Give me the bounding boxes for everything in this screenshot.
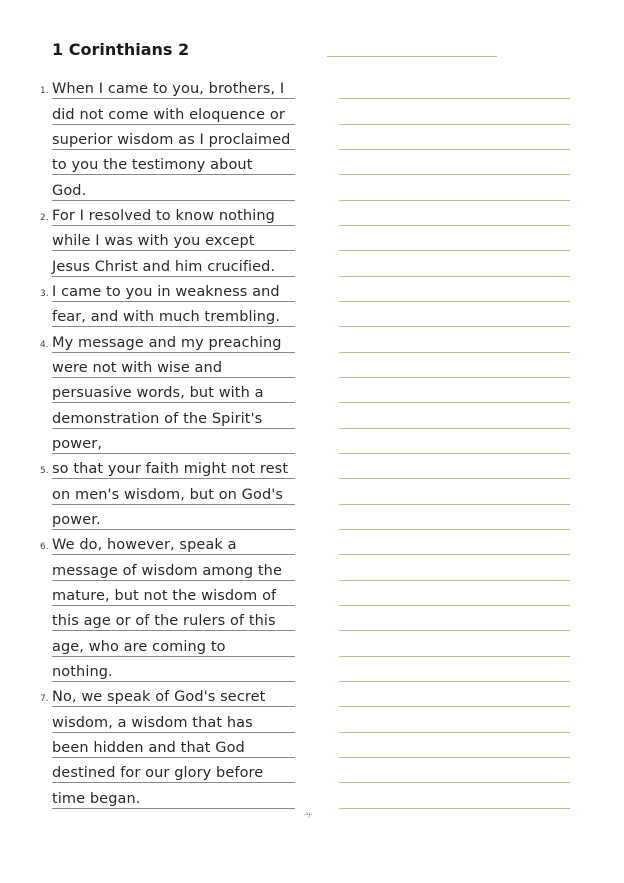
verse-underline (52, 808, 295, 809)
writing-line[interactable] (339, 327, 570, 352)
verse-text: For I resolved to know nothing (52, 207, 275, 224)
verse-text: demonstration of the Spirit's (52, 410, 263, 427)
verse-text: so that your faith might not rest (52, 461, 289, 478)
verse-text: this age or of the rulers of this (52, 613, 276, 630)
verse-line (0, 251, 300, 276)
page-title: 1 Corinthians 2 (52, 40, 190, 59)
verse-text: power. (52, 511, 101, 528)
verse-line (0, 530, 300, 555)
writing-line[interactable] (339, 403, 570, 428)
verse-line (0, 353, 300, 378)
verse-line (0, 403, 300, 428)
writing-line[interactable] (339, 581, 570, 606)
verse-line (0, 606, 300, 631)
verse-line (0, 327, 300, 352)
writing-line[interactable] (339, 758, 570, 783)
verse-line (0, 555, 300, 580)
verse-text: fear, and with much trembling. (52, 309, 281, 326)
verse-text: My message and my preaching (52, 334, 282, 351)
writing-line[interactable] (339, 733, 570, 758)
verse-line (0, 454, 300, 479)
writing-line[interactable] (339, 353, 570, 378)
verse-line (0, 682, 300, 707)
writing-line[interactable] (339, 277, 570, 302)
writing-line[interactable] (339, 175, 570, 200)
verse-text: Jesus Christ and him crucified. (52, 258, 276, 275)
verse-text: superior wisdom as I proclaimed (52, 131, 291, 148)
verse-text: God. (52, 182, 87, 199)
writing-line[interactable] (339, 125, 570, 150)
verse-line (0, 74, 300, 99)
writing-line[interactable] (339, 201, 570, 226)
writing-line[interactable] (339, 783, 570, 808)
writing-line[interactable] (339, 530, 570, 555)
writing-line[interactable] (339, 251, 570, 276)
verse-line (0, 125, 300, 150)
verse-line (0, 302, 300, 327)
writing-line[interactable] (339, 606, 570, 631)
writing-line[interactable] (339, 429, 570, 454)
writing-line[interactable] (339, 454, 570, 479)
writing-line[interactable] (339, 682, 570, 707)
verse-text: destined for our glory before (52, 765, 264, 782)
writing-rule (339, 808, 570, 809)
verse-text: No, we speak of God's secret (52, 689, 266, 706)
verse-number: 7. (40, 694, 49, 705)
verse-text: nothing. (52, 663, 113, 680)
verse-text: were not with wise and (52, 359, 223, 376)
verse-text: I came to you in weakness and (52, 283, 280, 300)
writing-line[interactable] (339, 631, 570, 656)
writing-line[interactable] (339, 302, 570, 327)
writing-column (339, 74, 570, 809)
verse-line (0, 657, 300, 682)
verse-text: mature, but not the wisdom of (52, 587, 277, 604)
writing-line[interactable] (339, 99, 570, 124)
verse-line (0, 479, 300, 504)
page-number: ·¹/· (304, 812, 313, 819)
verse-number: 5. (40, 466, 49, 477)
verse-column (0, 74, 300, 809)
verse-text: been hidden and that God (52, 739, 245, 756)
writing-line[interactable] (339, 150, 570, 175)
writing-line[interactable] (339, 555, 570, 580)
verse-text: power, (52, 435, 103, 452)
verse-text: while I was with you except (52, 233, 255, 250)
verse-text: wisdom, a wisdom that has (52, 714, 253, 731)
writing-line[interactable] (339, 707, 570, 732)
writing-line[interactable] (339, 505, 570, 530)
verse-line (0, 175, 300, 200)
writing-line[interactable] (339, 657, 570, 682)
writing-line[interactable] (339, 226, 570, 251)
verse-line (0, 150, 300, 175)
verse-line (0, 201, 300, 226)
verse-line (0, 758, 300, 783)
verse-line (0, 277, 300, 302)
verse-line (0, 733, 300, 758)
verse-number: 1. (40, 86, 49, 97)
verse-line (0, 783, 300, 808)
verse-line (0, 378, 300, 403)
verse-line (0, 505, 300, 530)
verse-number: 4. (40, 339, 49, 350)
verse-line (0, 226, 300, 251)
writing-line[interactable] (339, 378, 570, 403)
verse-number: 2. (40, 212, 49, 223)
verse-line (0, 581, 300, 606)
writing-line[interactable] (339, 74, 570, 99)
verse-number: 6. (40, 542, 49, 553)
verse-line (0, 429, 300, 454)
writing-line[interactable] (339, 479, 570, 504)
verse-text: time began. (52, 790, 141, 807)
verse-text: When I came to you, brothers, I (52, 81, 285, 98)
verse-number: 3. (40, 288, 49, 299)
verse-text: We do, however, speak a (52, 537, 237, 554)
verse-text: on men's wisdom, but on God's (52, 486, 284, 503)
verse-line (0, 631, 300, 656)
verse-text: did not come with eloquence or (52, 106, 285, 123)
verse-text: persuasive words, but with a (52, 385, 264, 402)
verse-text: to you the testimony about (52, 157, 253, 174)
verse-text: age, who are coming to (52, 638, 226, 655)
verse-line (0, 707, 300, 732)
title-writing-line (327, 56, 497, 57)
verse-text: message of wisdom among the (52, 562, 282, 579)
verse-line (0, 99, 300, 124)
